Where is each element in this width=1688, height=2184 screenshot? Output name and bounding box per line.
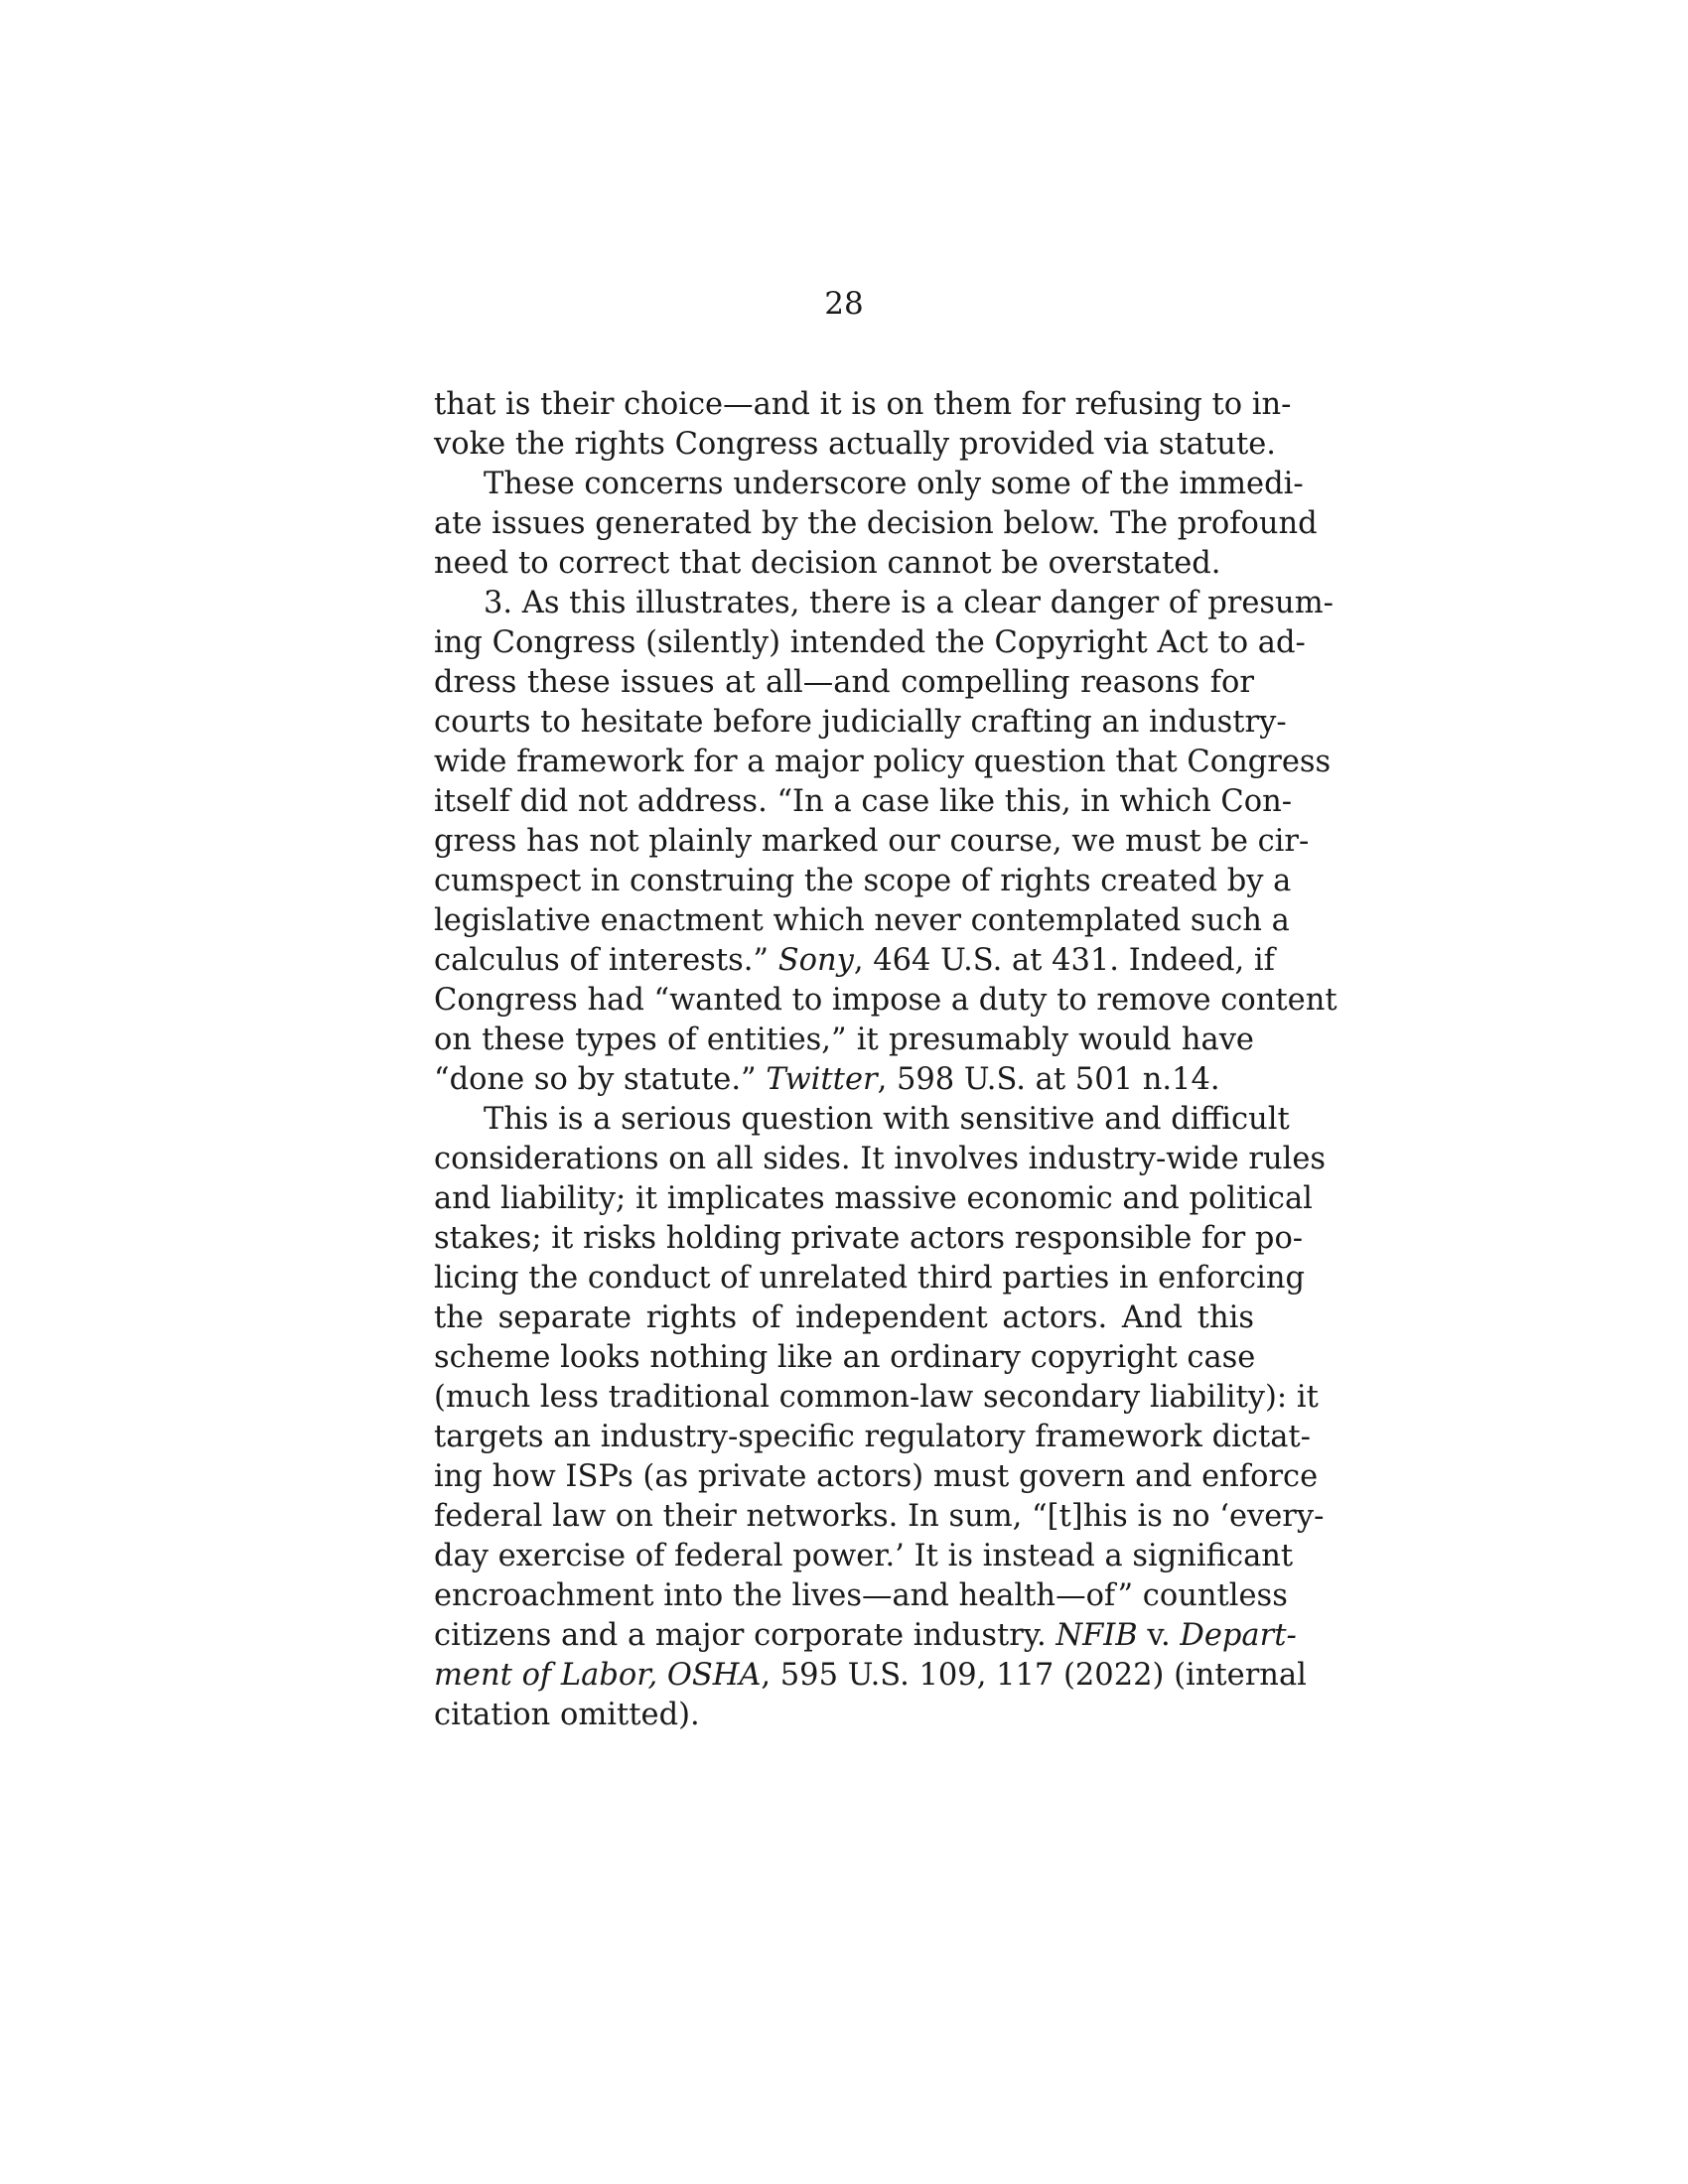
text-line — [434, 1021, 1254, 1060]
italic-citation: NFIB — [1055, 1618, 1138, 1653]
text-segment: ing how ISPs (as private actors) must govern and enforce — [434, 1459, 1319, 1494]
text-segment: citation omitted). — [434, 1698, 700, 1732]
text-line — [434, 1100, 1290, 1140]
text-segment: targets an industry-specific regulatory framework dictat- — [434, 1420, 1311, 1454]
text-line — [434, 1060, 1254, 1100]
text-line — [434, 743, 1332, 782]
text-segment: cumspect in construing the scope of rights created by a — [434, 864, 1292, 898]
paragraph — [434, 385, 1292, 465]
text-line — [434, 1696, 1254, 1735]
text-segment: the separate rights of independent actors. And this — [434, 1300, 1254, 1335]
italic-citation: Twitter — [766, 1062, 878, 1097]
italic-citation: Depart- — [1180, 1618, 1297, 1653]
page-number: 28 — [824, 286, 864, 322]
text-segment: that is their choice—and it is on them for refusing to in- — [434, 387, 1292, 422]
text-segment: need to correct that decision cannot be overstated. — [434, 546, 1221, 581]
text-segment: licing the conduct of unrelated third parties in enforcing — [434, 1261, 1306, 1296]
text-line — [434, 862, 1292, 901]
text-line — [434, 1338, 1254, 1378]
text-line — [434, 1259, 1306, 1298]
paragraph — [434, 465, 1318, 584]
text-segment: Congress had “wanted to impose a duty to remove content — [434, 983, 1337, 1018]
text-line — [434, 1378, 1319, 1418]
text-line — [434, 504, 1318, 544]
text-line — [434, 1179, 1313, 1219]
text-segment: courts to hesitate before judicially crafting an industry- — [434, 705, 1287, 740]
text-segment: This is a serious question with sensitive and difficult — [484, 1102, 1290, 1137]
text-line — [434, 1576, 1288, 1616]
text-line — [434, 425, 1276, 465]
text-segment: day exercise of federal power.’ It is instead a significant — [434, 1539, 1294, 1573]
text-line — [434, 1616, 1297, 1656]
text-segment: scheme looks nothing like an ordinary copyright case — [434, 1340, 1256, 1375]
text-line — [434, 544, 1254, 584]
text-segment: calculus of interests.” — [434, 943, 778, 978]
paragraph — [434, 1100, 1327, 1735]
text-line — [434, 465, 1304, 504]
text-segment: , 595 U.S. 109, 117 (2022) (internal — [761, 1658, 1307, 1693]
text-segment: These concerns underscore only some of the immedi- — [484, 467, 1304, 501]
text-line — [434, 1140, 1327, 1179]
text-segment: on these types of entities,” it presumably would have — [434, 1023, 1254, 1057]
text-line — [434, 1497, 1325, 1537]
text-line — [434, 1298, 1254, 1338]
italic-citation: ment of Labor, OSHA — [434, 1658, 762, 1693]
text-line — [434, 703, 1287, 743]
paragraph — [434, 584, 1337, 1100]
text-line — [434, 1537, 1294, 1576]
text-line — [434, 385, 1292, 425]
text-line — [434, 584, 1334, 623]
text-segment: itself did not address. “In a case like this, in which Con- — [434, 784, 1293, 819]
text-segment: ing Congress (silently) intended the Copyright Act to ad- — [434, 625, 1306, 660]
italic-citation: Sony — [777, 943, 854, 978]
text-segment: wide framework for a major policy question that Congress — [434, 745, 1332, 779]
body-text — [434, 385, 1337, 1735]
text-segment: considerations on all sides. It involves industry-wide rules — [434, 1142, 1327, 1176]
text-line — [434, 623, 1306, 663]
text-line — [434, 901, 1290, 941]
text-line — [434, 1656, 1307, 1696]
text-line — [434, 941, 1275, 981]
text-line — [434, 782, 1293, 822]
text-segment: ate issues generated by the decision below. The profound — [434, 506, 1318, 541]
text-segment: , 598 U.S. at 501 n.14. — [877, 1062, 1220, 1097]
text-segment: stakes; it risks holding private actors responsible for po- — [434, 1221, 1304, 1256]
text-segment: “done so by statute.” — [434, 1062, 767, 1097]
text-segment: gress has not plainly marked our course, we must be cir- — [434, 824, 1310, 859]
text-segment: voke the rights Congress actually provided via statute. — [434, 427, 1276, 462]
text-segment: federal law on their networks. In sum, “[t]his is no ‘every- — [434, 1499, 1325, 1534]
text-line — [434, 1418, 1311, 1457]
text-line — [434, 822, 1310, 862]
text-line — [434, 663, 1254, 703]
text-line — [434, 1219, 1304, 1259]
text-line — [434, 981, 1337, 1021]
text-segment: and liability; it implicates massive economic and political — [434, 1181, 1313, 1216]
text-segment: , 464 U.S. at 431. Indeed, if — [853, 943, 1275, 978]
text-segment: v. — [1137, 1618, 1181, 1653]
text-segment: encroachment into the lives—and health—of” countless — [434, 1578, 1288, 1613]
text-segment: 3. As this illustrates, there is a clear danger of presum- — [484, 586, 1334, 620]
text-segment: citizens and a major corporate industry. — [434, 1618, 1056, 1653]
text-line — [434, 1457, 1319, 1497]
text-segment: (much less traditional common-law secondary liability): it — [434, 1380, 1319, 1415]
text-segment: dress these issues at all—and compelling reasons for — [434, 665, 1254, 700]
text-segment: legislative enactment which never contemplated such a — [434, 903, 1290, 938]
